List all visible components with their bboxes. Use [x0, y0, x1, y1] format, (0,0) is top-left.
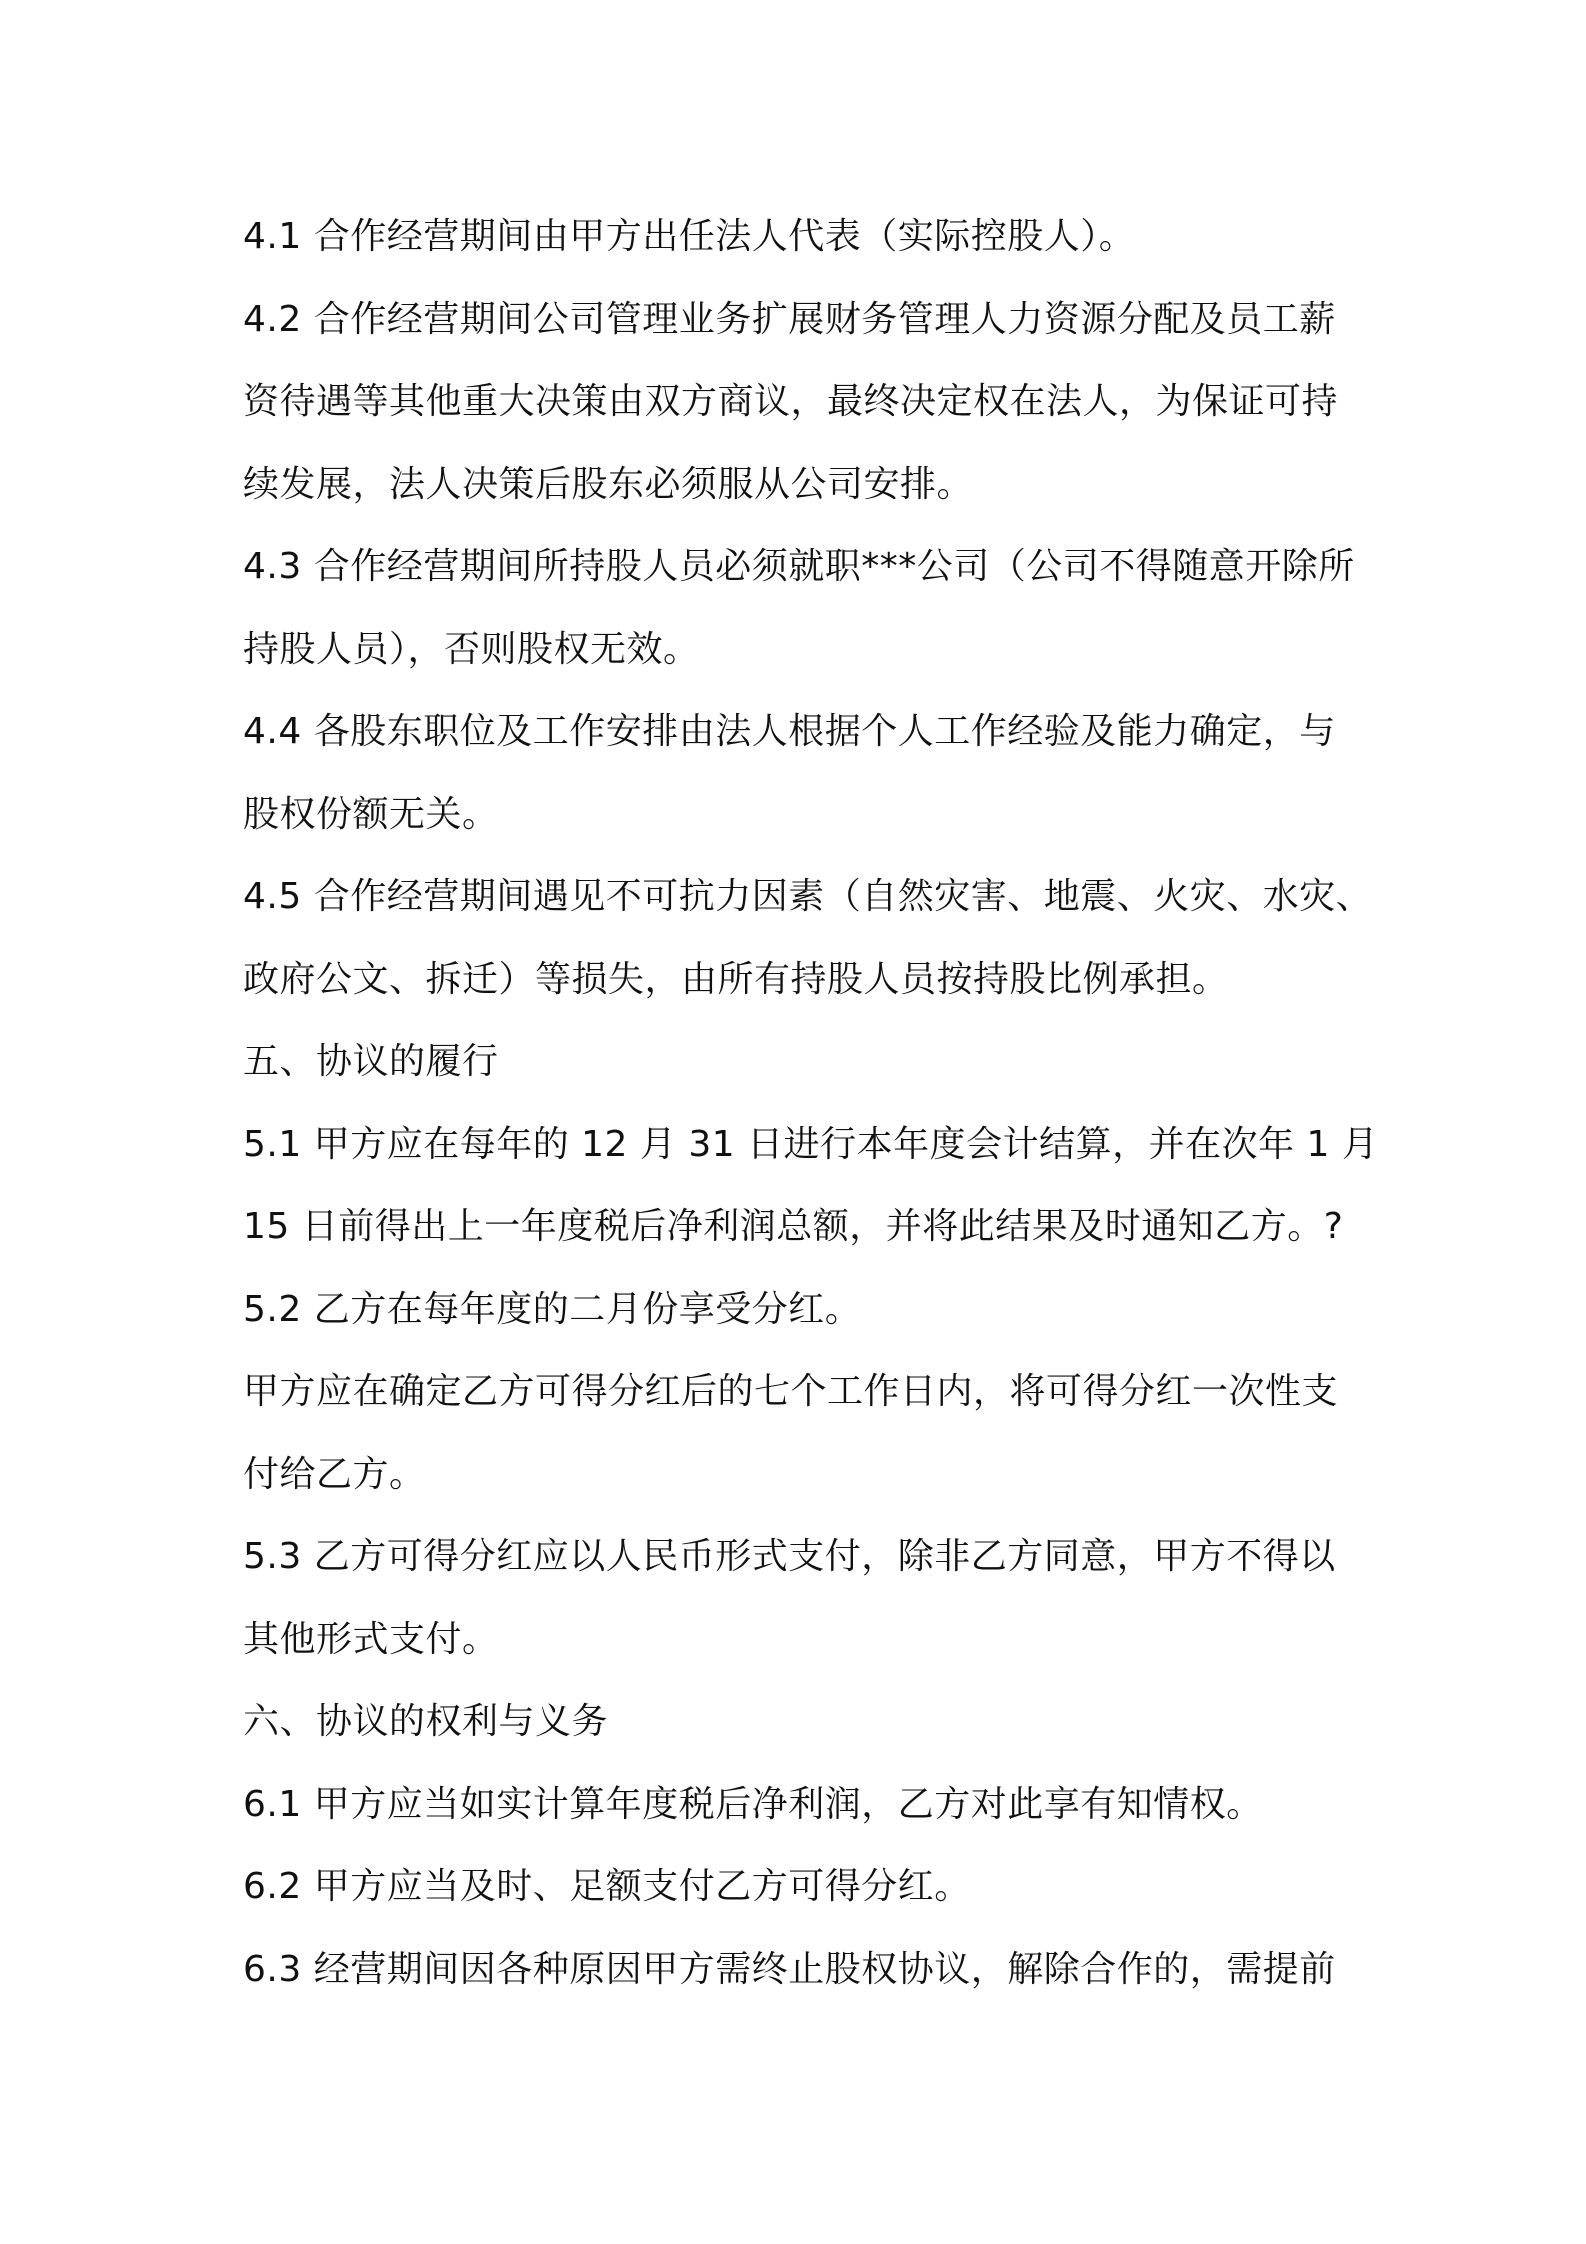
clause-4-4-line-1: 4.4 各股东职位及工作安排由法人根据个人工作经验及能力确定，与	[243, 711, 1336, 752]
clause-5-2-payment-line-1: 甲方应在确定乙方可得分红后的七个工作日内，将可得分红一次性支	[243, 1371, 1339, 1412]
clause-6-1: 6.1 甲方应当如实计算年度税后净利润，乙方对此享有知情权。	[243, 1783, 1263, 1825]
clause-4-2-line-1: 4.2 合作经营期间公司管理业务扩展财务管理人力资源分配及员工薪	[243, 298, 1336, 340]
clause-5-2-payment-line-2: 付给乙方。	[243, 1453, 426, 1495]
clause-5-1-line-1: 5.1 甲方应在每年的 12 月 31 日进行本年度会计结算，并在次年 1 月	[243, 1123, 1379, 1165]
clause-5-3-line-2: 其他形式支付。	[243, 1618, 499, 1660]
clause-4-2-line-2: 资待遇等其他重大决策由双方商议，最终决定权在法人，为保证可持	[243, 381, 1339, 422]
clause-4-3-line-2: 持股人员），否则股权无效。	[243, 628, 700, 670]
clause-4-4-line-2: 股权份额无关。	[243, 793, 499, 835]
clause-5-2: 5.2 乙方在每年度的二月份享受分红。	[243, 1288, 862, 1330]
clause-4-2-line-3: 续发展，法人决策后股东必须服从公司安排。	[243, 463, 974, 505]
clause-6-3: 6.3 经营期间因各种原因甲方需终止股权协议，解除合作的，需提前	[243, 1948, 1336, 1990]
document-body	[243, 196, 1379, 2011]
section-heading-5: 五、协议的履行	[243, 1041, 499, 1082]
clause-6-2: 6.2 甲方应当及时、足额支付乙方可得分红。	[243, 1866, 971, 1907]
clause-4-1: 4.1 合作经营期间由甲方出任法人代表（实际控股人）。	[243, 216, 1136, 257]
clause-4-3-line-1: 4.3 合作经营期间所持股人员必须就职***公司（公司不得随意开除所	[243, 546, 1355, 587]
clause-5-1-line-2: 15 日前得出上一年度税后净利润总额，并将此结果及时通知乙方。?	[243, 1206, 1344, 1247]
clause-4-5-line-2: 政府公文、拆迁）等损失，由所有持股人员按持股比例承担。	[243, 958, 1229, 1000]
section-heading-6: 六、协议的权利与义务	[243, 1701, 609, 1742]
clause-5-3-line-1: 5.3 乙方可得分红应以人民币形式支付，除非乙方同意，甲方不得以	[243, 1536, 1336, 1577]
clause-4-5-line-1: 4.5 合作经营期间遇见不可抗力因素（自然灾害、地震、火灾、水灾、	[243, 876, 1373, 917]
